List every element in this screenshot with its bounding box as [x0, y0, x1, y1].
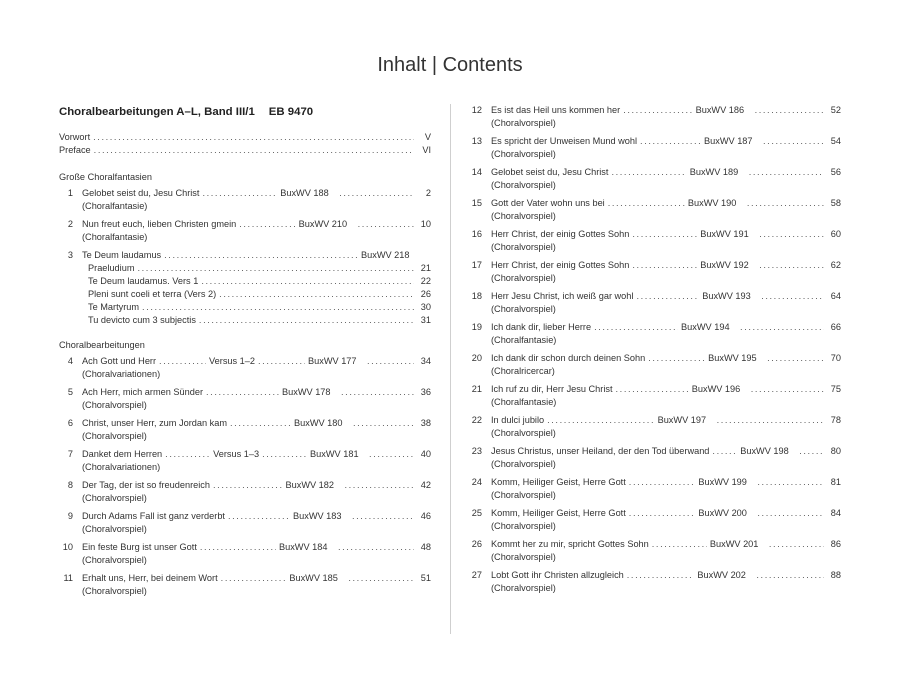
toc-row [470, 538, 841, 551]
buxwv-number: BuxWV 194 [681, 322, 730, 332]
toc-entry [470, 569, 841, 595]
buxwv-number: BuxWV 189 [689, 167, 739, 177]
entry-title: Gott der Vater wohn uns bei [491, 198, 605, 208]
dot-leader [230, 417, 291, 430]
toc-entry [470, 259, 841, 285]
dot-leader [262, 448, 307, 461]
entry-genre: (Choralvorspiel) [491, 490, 556, 500]
dot-leader [608, 197, 685, 210]
toc-row [59, 355, 431, 368]
toc-row [59, 218, 431, 231]
right-list [470, 104, 841, 595]
dot-leader [751, 383, 824, 396]
section-heading-bearbeitungen: Choralbearbeitungen [59, 340, 145, 350]
toc-entry [59, 417, 431, 443]
entry-number: 15 [471, 198, 482, 208]
toc-row [59, 417, 431, 430]
entry-number: 18 [471, 291, 482, 301]
entry-genre: (Choralfantasie) [491, 335, 557, 345]
band-code: EB 9470 [268, 106, 314, 118]
toc-row [470, 476, 841, 489]
entry-number: 9 [67, 511, 73, 521]
toc-row [59, 448, 431, 461]
entry-number: 26 [471, 539, 482, 549]
entry-genre: (Choralvorspiel) [491, 583, 556, 593]
page-number: 31 [420, 315, 431, 325]
entry-title: Herr Christ, der einig Gottes Sohn [491, 260, 630, 270]
entry-number: 14 [471, 167, 482, 177]
dot-leader [258, 355, 305, 368]
toc-row [470, 228, 841, 241]
section-heading-fantasien: Große Choralfantasien [59, 172, 152, 182]
dot-leader [201, 275, 414, 288]
entry-title: Herr Jesu Christ, ich weiß gar wohl [491, 291, 634, 301]
entry-genre: (Choralvariationen) [82, 369, 161, 379]
entry-genre: (Choralvorspiel) [491, 242, 556, 252]
dot-leader [200, 541, 276, 554]
toc-row [470, 104, 841, 117]
buxwv-number: BuxWV 177 [308, 356, 357, 366]
entry-number: 20 [471, 353, 482, 363]
dot-leader [629, 476, 696, 489]
buxwv-number: BuxWV 178 [282, 387, 331, 397]
entry-title: Lobt Gott ihr Christen allzugleich [491, 570, 624, 580]
entry-number: 7 [67, 449, 73, 459]
entry-genre: (Choralvorspiel) [82, 524, 147, 534]
toc-entry [470, 290, 841, 316]
page-number: 60 [830, 229, 841, 239]
buxwv-number: BuxWV 192 [700, 260, 749, 270]
entry-genre: (Choralvorspiel) [491, 211, 556, 221]
movement-label: Te Deum laudamus. Vers 1 [88, 276, 199, 286]
toc-entry [470, 414, 841, 440]
page-number: 84 [830, 508, 841, 518]
dot-leader [367, 355, 414, 368]
entry-genre: (Choralvariationen) [82, 462, 161, 472]
dot-leader [202, 187, 277, 200]
page-number: 78 [830, 415, 841, 425]
entry-number: 27 [471, 570, 482, 580]
band-heading [59, 104, 431, 121]
dot-leader [749, 166, 824, 179]
entry-genre: (Choralvorspiel) [491, 149, 556, 159]
page-number: 48 [420, 542, 431, 552]
entry-number: 12 [471, 105, 482, 115]
buxwv-number: BuxWV 185 [289, 573, 338, 583]
dot-leader [165, 448, 210, 461]
entry-title: Te Deum laudamus [82, 250, 162, 260]
dot-leader [341, 386, 414, 399]
dot-leader [142, 301, 414, 314]
dot-leader [712, 445, 737, 458]
buxwv-number: BuxWV 210 [298, 219, 348, 229]
dot-leader [632, 259, 697, 272]
movement-row [59, 301, 431, 314]
entry-genre: (Choralvorspiel) [491, 180, 556, 190]
page-number: 34 [420, 356, 432, 366]
front-row [59, 144, 431, 157]
page-number: 21 [420, 263, 431, 273]
toc-entry [470, 538, 841, 564]
buxwv-number: BuxWV 202 [697, 570, 746, 580]
movement-label: Te Martyrum [88, 302, 140, 312]
entry-title: Ach Herr, mich armen Sünder [82, 387, 204, 397]
toc-row [59, 510, 431, 523]
buxwv-number: BuxWV 218 [361, 250, 410, 260]
dot-leader [221, 572, 287, 585]
entry-title: Ein feste Burg ist unser Gott [82, 542, 197, 552]
dot-leader [594, 321, 678, 334]
page-number: 62 [830, 260, 841, 270]
toc-row [59, 572, 431, 585]
entry-number: 17 [471, 260, 482, 270]
dot-leader [763, 135, 824, 148]
entry-genre: (Choralvorspiel) [82, 586, 147, 596]
movement-label: Praeludium [88, 263, 135, 273]
dot-leader [93, 131, 414, 144]
dot-leader [616, 383, 689, 396]
bearbeitungen-list [59, 355, 431, 598]
page-number: 64 [830, 291, 841, 301]
toc-entry [470, 321, 841, 347]
left-column [59, 104, 431, 603]
entry-versus: Versus 1–3 [213, 449, 260, 459]
entry-genre: (Choralvorspiel) [82, 493, 147, 503]
page-number: 38 [420, 418, 431, 428]
toc-row [470, 569, 841, 582]
buxwv-number: BuxWV 198 [740, 446, 789, 456]
entry-number: 1 [67, 188, 73, 198]
buxwv-number: BuxWV 190 [687, 198, 737, 208]
buxwv-number: BuxWV 187 [704, 136, 753, 146]
page-number: 58 [830, 198, 841, 208]
page-number: VI [422, 145, 431, 155]
toc-entry [470, 507, 841, 533]
toc-entry [470, 383, 841, 409]
page-number: 54 [830, 136, 841, 146]
buxwv-number: BuxWV 195 [708, 353, 757, 363]
buxwv-number: BuxWV 196 [691, 384, 741, 394]
entry-title: Ich dank dir, lieber Herre [491, 322, 592, 332]
front-matter [59, 131, 431, 157]
entry-title: Gelobet seist du, Jesu Christ [491, 167, 609, 177]
entry-title: Es spricht der Unweisen Mund wohl [491, 136, 638, 146]
entry-title: Erhalt uns, Herr, bei deinem Wort [82, 573, 218, 583]
dot-leader [159, 355, 206, 368]
toc-row [470, 290, 841, 303]
page-number: 22 [420, 276, 431, 286]
dot-leader [345, 479, 414, 492]
toc-entry [470, 197, 841, 223]
dot-leader [627, 569, 695, 582]
entry-number: 16 [471, 229, 482, 239]
dot-leader [137, 262, 414, 275]
dot-leader [199, 314, 414, 327]
front-label: Preface [59, 145, 91, 155]
entry-genre: (Choralvorspiel) [82, 400, 147, 410]
toc-row [470, 321, 841, 334]
entry-title: Komm, Heiliger Geist, Herre Gott [491, 508, 626, 518]
entry-title: Ich dank dir schon durch deinen Sohn [491, 353, 646, 363]
entry-number: 2 [67, 219, 73, 229]
entry-title: Komm, Heiliger Geist, Herre Gott [491, 477, 626, 487]
entry-title: Christ, unser Herr, zum Jordan kam [82, 418, 228, 428]
toc-entry [59, 448, 431, 474]
toc-entry [470, 104, 841, 130]
toc-row [470, 414, 841, 427]
entry-genre: (Choralfantasie) [491, 397, 557, 407]
dot-leader [740, 321, 824, 334]
page-number: 42 [420, 480, 431, 490]
dot-leader [757, 507, 824, 520]
page-number: 40 [420, 449, 431, 459]
entry-title: Herr Christ, der einig Gottes Sohn [491, 229, 630, 239]
buxwv-number: BuxWV 200 [698, 508, 747, 518]
movement-row [59, 275, 431, 288]
dot-leader [757, 476, 824, 489]
entry-genre: (Choralricercar) [491, 366, 555, 376]
entry-number: 23 [471, 446, 482, 456]
dot-leader [611, 166, 686, 179]
dot-leader [629, 507, 696, 520]
dot-leader [759, 259, 824, 272]
entry-number: 3 [67, 250, 73, 260]
page-number: 10 [420, 219, 431, 229]
entry-title: In dulci jubilo [491, 415, 545, 425]
dot-leader [652, 538, 707, 551]
page-number: 80 [830, 446, 841, 456]
toc-row [470, 166, 841, 179]
page-number: 56 [830, 167, 841, 177]
entry-title: Danket dem Herren [82, 449, 163, 459]
dot-leader [358, 218, 414, 231]
column-divider [450, 104, 451, 634]
entry-title: Der Tag, der ist so freudenreich [82, 480, 211, 490]
page-title: Inhalt | Contents [377, 54, 523, 76]
buxwv-number: BuxWV 180 [294, 418, 343, 428]
toc-row [59, 479, 431, 492]
entry-number: 8 [67, 480, 73, 490]
buxwv-number: BuxWV 191 [700, 229, 749, 239]
entry-genre: (Choralvorspiel) [491, 521, 556, 531]
page-number: 30 [420, 302, 431, 312]
dot-leader [640, 135, 701, 148]
entry-genre: (Choralvorspiel) [491, 118, 556, 128]
entry-title: Durch Adams Fall ist ganz verderbt [82, 511, 225, 521]
dot-leader [547, 414, 654, 427]
toc-row [59, 249, 431, 262]
page-number: 36 [420, 387, 431, 397]
page-number: 46 [420, 511, 431, 521]
entry-versus: Versus 1–2 [209, 356, 256, 366]
page-number: 81 [830, 477, 841, 487]
entry-genre: (Choralfantasie) [82, 201, 148, 211]
entry-genre: (Choralfantasie) [82, 232, 148, 242]
entry-number: 21 [471, 384, 482, 394]
toc-entry [470, 445, 841, 471]
entry-number: 11 [63, 573, 73, 583]
toc-row [59, 541, 431, 554]
entry-genre: (Choralvorspiel) [82, 431, 147, 441]
dot-leader [648, 352, 705, 365]
entry-genre: (Choralvorspiel) [82, 555, 147, 565]
toc-row [470, 507, 841, 520]
band-name: Choralbearbeitungen A–L, Band III/1 [59, 106, 255, 118]
movement-row [59, 288, 431, 301]
entry-title: Kommt her zu mir, spricht Gottes Sohn [491, 539, 649, 549]
toc-row [59, 187, 431, 200]
dot-leader [799, 445, 824, 458]
page-number: 70 [830, 353, 841, 363]
dot-leader [213, 479, 282, 492]
buxwv-number: BuxWV 201 [709, 539, 759, 549]
dot-leader [755, 104, 824, 117]
toc-row [470, 383, 841, 396]
page-number: 88 [830, 570, 841, 580]
dot-leader [353, 417, 414, 430]
right-column [470, 104, 841, 600]
movement-row [59, 314, 431, 327]
movement-row [59, 262, 431, 275]
toc-row [59, 386, 431, 399]
entry-genre: (Choralvorspiel) [491, 552, 556, 562]
dot-leader [338, 541, 414, 554]
buxwv-number: BuxWV 199 [698, 477, 747, 487]
dot-leader [206, 386, 279, 399]
dot-leader [369, 448, 414, 461]
entry-number: 4 [67, 356, 73, 366]
dot-leader [228, 510, 290, 523]
buxwv-number: BuxWV 186 [695, 105, 745, 115]
toc-entry [470, 166, 841, 192]
front-row [59, 131, 431, 144]
page-number: 75 [830, 384, 841, 394]
dot-leader [747, 197, 824, 210]
buxwv-number: BuxWV 197 [657, 415, 707, 425]
page-number: 2 [425, 188, 431, 198]
page-number: 51 [420, 573, 431, 583]
toc-entry [59, 572, 431, 598]
toc-entry [59, 541, 431, 567]
toc-row [470, 259, 841, 272]
front-label: Vorwort [59, 132, 91, 142]
dot-leader [348, 572, 414, 585]
dot-leader [759, 228, 824, 241]
page-number: 66 [830, 322, 841, 332]
toc-entry [59, 249, 431, 327]
dot-leader [767, 352, 824, 365]
buxwv-number: BuxWV 182 [285, 480, 335, 490]
entry-number: 25 [471, 508, 482, 518]
entry-title: Gelobet seist du, Jesu Christ [82, 188, 200, 198]
entry-genre: (Choralvorspiel) [491, 273, 556, 283]
dot-leader [632, 228, 697, 241]
entry-title: Ach Gott und Herr [82, 356, 157, 366]
dot-leader [164, 249, 358, 262]
buxwv-number: BuxWV 181 [310, 449, 359, 459]
movement-label: Pleni sunt coeli et terra (Vers 2) [88, 289, 217, 299]
dot-leader [623, 104, 692, 117]
entry-title: Jesus Christus, unser Heiland, der den Tod überwand [491, 446, 710, 456]
dot-leader [239, 218, 295, 231]
dot-leader [339, 187, 414, 200]
entry-title: Nun freut euch, lieben Christen gmein [82, 219, 237, 229]
dot-leader [769, 538, 824, 551]
entry-number: 10 [62, 542, 73, 552]
buxwv-number: BuxWV 183 [292, 511, 342, 521]
toc-row [470, 445, 841, 458]
entry-number: 6 [67, 418, 73, 428]
fantasien-list [59, 187, 431, 244]
dot-leader [717, 414, 824, 427]
dot-leader [761, 290, 824, 303]
toc-row [470, 352, 841, 365]
toc-entry [59, 187, 431, 213]
entry-number: 19 [471, 322, 482, 332]
entry-genre: (Choralvorspiel) [491, 304, 556, 314]
dot-leader [219, 288, 414, 301]
toc-entry [59, 386, 431, 412]
page-number: 52 [830, 105, 841, 115]
toc-entry [59, 510, 431, 536]
entry-genre: (Choralvorspiel) [491, 428, 556, 438]
entry-number: 13 [471, 136, 482, 146]
toc-entry [59, 218, 431, 244]
entry-genre: (Choralvorspiel) [491, 459, 556, 469]
entry-title: Es ist das Heil uns kommen her [491, 105, 621, 115]
buxwv-number: BuxWV 188 [280, 188, 329, 198]
entry-number: 22 [471, 415, 482, 425]
toc-entry [470, 228, 841, 254]
page-number: 86 [830, 539, 841, 549]
toc-entry [470, 135, 841, 161]
movement-label: Tu devicto cum 3 subjectis [88, 315, 196, 325]
page-number: 26 [420, 289, 431, 299]
buxwv-number: BuxWV 193 [702, 291, 751, 301]
buxwv-number: BuxWV 184 [278, 542, 328, 552]
entry-number: 5 [67, 387, 73, 397]
te-deum-entry [59, 249, 431, 327]
page-number: V [424, 132, 431, 142]
toc-entry [470, 476, 841, 502]
toc-row [470, 197, 841, 210]
toc-entry [59, 479, 431, 505]
toc-entry [470, 352, 841, 378]
dot-leader [352, 510, 414, 523]
dot-leader [756, 569, 824, 582]
toc-row [470, 135, 841, 148]
toc-entry [59, 355, 431, 381]
dot-leader [94, 144, 414, 157]
entry-number: 24 [471, 477, 482, 487]
entry-title: Ich ruf zu dir, Herr Jesu Christ [491, 384, 613, 394]
dot-leader [636, 290, 699, 303]
